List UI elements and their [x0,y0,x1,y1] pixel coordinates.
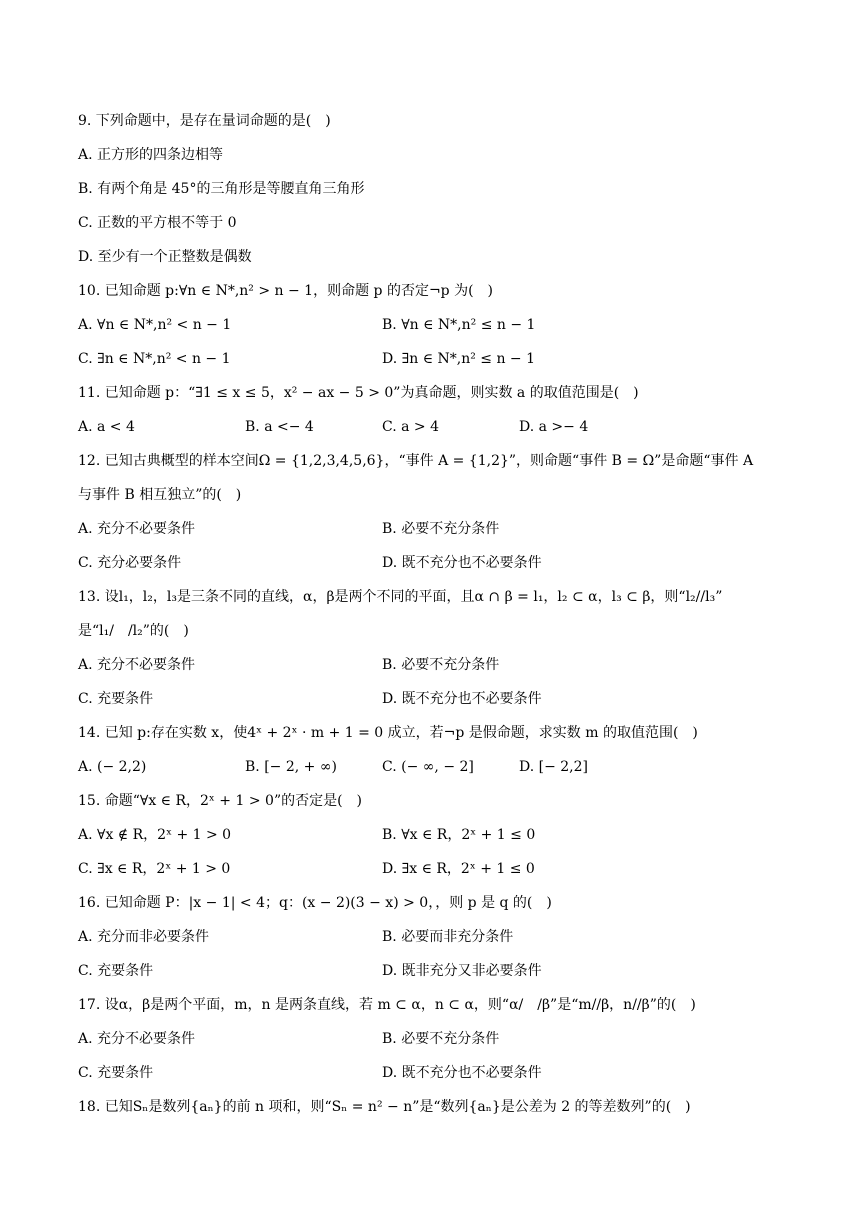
option-a: A. 充分不必要条件 [78,657,196,673]
option-d: D. ∃n ∈ N*,n² ≤ n − 1 [382,351,536,367]
question-stem: 15. 命题“∀x ∈ R，2ˣ + 1 > 0”的否定是( ) [78,793,363,809]
option-b: B. a <− 4 [245,419,314,435]
question-stem-continued: 与事件 B 相互独立”的( ) [78,487,242,503]
option-d: D. ∃x ∈ R，2ˣ + 1 ≤ 0 [382,861,535,877]
option-b: B. ∀n ∈ N*,n² ≤ n − 1 [382,317,536,333]
option-b: B. 必要不充分条件 [382,657,500,673]
option-b: B. 有两个角是 45°的三角形是等腰直角三角形 [78,181,365,197]
option-d: D. a >− 4 [519,419,589,435]
option-b: B. 必要而非充分条件 [382,929,514,945]
option-a: A. 充分而非必要条件 [78,929,210,945]
option-c: C. ∃n ∈ N*,n² < n − 1 [78,351,231,367]
question-stem: 10. 已知命题 p:∀n ∈ N*,n² > n − 1，则命题 p 的否定¬p 为( ) [78,283,494,299]
option-c: C. (− ∞, − 2] [382,759,474,775]
question-stem: 18. 已知Sₙ是数列{aₙ}的前 n 项和，则“Sₙ = n² − n”是“数列{aₙ}是公差为 2 的等差数列”的( ) [78,1099,691,1115]
option-b: B. 必要不充分条件 [382,521,500,537]
option-d: D. 至少有一个正整数是偶数 [78,249,252,265]
question-stem: 14. 已知 p:存在实数 x，使4ˣ + 2ˣ · m + 1 = 0 成立，若¬p 是假命题，求实数 m 的取值范围( ) [78,725,698,741]
option-a: A. 正方形的四条边相等 [78,147,224,163]
option-d: D. [− 2,2] [519,759,588,775]
option-c: C. 正数的平方根不等于 0 [78,215,237,231]
option-b: B. ∀x ∈ R，2ˣ + 1 ≤ 0 [382,827,536,843]
option-d: D. 既不充分也不必要条件 [382,691,542,707]
option-d: D. 既不充分也不必要条件 [382,1065,542,1081]
question-stem: 17. 设α，β是两个平面，m，n 是两条直线，若 m ⊂ α，n ⊂ α，则“α/ /β”是“m//β，n//β”的( ) [78,997,696,1013]
option-c: C. 充要条件 [78,1065,154,1081]
option-c: C. 充要条件 [78,691,154,707]
option-b: B. [− 2, + ∞) [245,759,337,775]
option-d: D. 既不充分也不必要条件 [382,555,542,571]
question-stem: 12. 已知古典概型的样本空间Ω = {1,2,3,4,5,6}，“事件 A = {1,2}”，则命题“事件 B = Ω”是命题“事件 A [78,453,754,469]
option-b: B. 必要不充分条件 [382,1031,500,1047]
question-stem: 13. 设l₁，l₂，l₃是三条不同的直线，α，β是两个不同的平面，且α ∩ β = l₁，l₂ ⊂ α，l₃ ⊂ β，则“l₂//l₃” [78,589,723,605]
option-c: C. 充要条件 [78,963,154,979]
question-stem: 16. 已知命题 P：|x − 1| < 4；q：(x − 2)(3 − x) > 0，，则 p 是 q 的( ) [78,895,552,911]
option-c: C. 充分必要条件 [78,555,182,571]
option-a: A. (− 2,2) [78,759,147,775]
option-a: A. 充分不必要条件 [78,1031,196,1047]
question-stem: 11. 已知命题 p：“∃1 ≤ x ≤ 5，x² − ax − 5 > 0”为真命题，则实数 a 的取值范围是( ) [78,385,639,401]
option-a: A. ∀x ∉ R，2ˣ + 1 > 0 [78,827,232,843]
question-stem: 9. 下列命题中，是存在量词命题的是( ) [78,113,331,129]
option-d: D. 既非充分又非必要条件 [382,963,542,979]
question-stem-continued: 是“l₁/ /l₂”的( ) [78,623,189,639]
option-c: C. ∃x ∈ R，2ˣ + 1 > 0 [78,861,231,877]
option-c: C. a > 4 [382,419,439,435]
option-a: A. a < 4 [78,419,135,435]
option-a: A. 充分不必要条件 [78,521,196,537]
option-a: A. ∀n ∈ N*,n² < n − 1 [78,317,232,333]
